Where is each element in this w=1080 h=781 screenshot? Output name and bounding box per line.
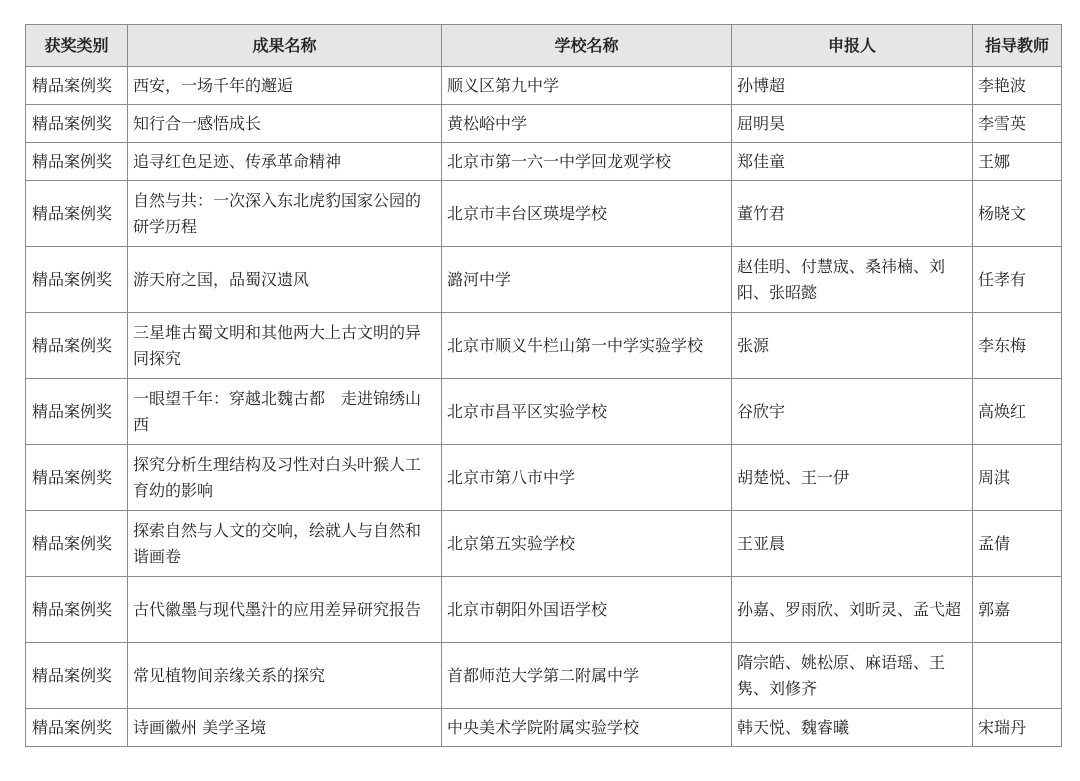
cell-school: 黄松峪中学 bbox=[442, 105, 732, 143]
cell-school: 北京市丰台区瑛堤学校 bbox=[442, 181, 732, 247]
cell-category: 精品案例奖 bbox=[26, 313, 128, 379]
header-category: 获奖类别 bbox=[26, 25, 128, 67]
cell-school: 北京第五实验学校 bbox=[442, 511, 732, 577]
header-school: 学校名称 bbox=[442, 25, 732, 67]
table-row bbox=[26, 105, 1062, 143]
cell-category: 精品案例奖 bbox=[26, 511, 128, 577]
cell-applicants: 张源 bbox=[732, 313, 973, 379]
header-teacher: 指导教师 bbox=[973, 25, 1062, 67]
cell-title: 自然与共：一次深入东北虎豹国家公园的研学历程 bbox=[128, 181, 442, 247]
cell-school: 北京市顺义牛栏山第一中学实验学校 bbox=[442, 313, 732, 379]
cell-category: 精品案例奖 bbox=[26, 67, 128, 105]
cell-applicants: 赵佳明、付慧宬、桑祎楠、刘阳、张昭懿 bbox=[732, 247, 973, 313]
cell-teacher: 任孝有 bbox=[973, 247, 1062, 313]
table-row bbox=[26, 247, 1062, 313]
table-row bbox=[26, 709, 1062, 747]
cell-title: 探究分析生理结构及习性对白头叶猴人工育幼的影响 bbox=[128, 445, 442, 511]
cell-category: 精品案例奖 bbox=[26, 577, 128, 643]
table-row bbox=[26, 379, 1062, 445]
table-row bbox=[26, 313, 1062, 379]
cell-title: 常见植物间亲缘关系的探究 bbox=[128, 643, 442, 709]
cell-school: 首都师范大学第二附属中学 bbox=[442, 643, 732, 709]
cell-category: 精品案例奖 bbox=[26, 643, 128, 709]
cell-applicants: 屈明昊 bbox=[732, 105, 973, 143]
cell-school: 北京市第八市中学 bbox=[442, 445, 732, 511]
cell-teacher: 李雪英 bbox=[973, 105, 1062, 143]
table-row bbox=[26, 67, 1062, 105]
table-row bbox=[26, 181, 1062, 247]
cell-applicants: 韩天悦、魏睿曦 bbox=[732, 709, 973, 747]
table-row bbox=[26, 511, 1062, 577]
cell-applicants: 胡楚悦、王一伊 bbox=[732, 445, 973, 511]
cell-applicants: 王亚晨 bbox=[732, 511, 973, 577]
table-row bbox=[26, 577, 1062, 643]
cell-teacher: 周淇 bbox=[973, 445, 1062, 511]
cell-school: 潞河中学 bbox=[442, 247, 732, 313]
cell-teacher: 李艳波 bbox=[973, 67, 1062, 105]
cell-teacher: 李东梅 bbox=[973, 313, 1062, 379]
table-row bbox=[26, 143, 1062, 181]
cell-applicants: 谷欣宇 bbox=[732, 379, 973, 445]
cell-applicants: 董竹君 bbox=[732, 181, 973, 247]
cell-category: 精品案例奖 bbox=[26, 445, 128, 511]
header-row bbox=[26, 25, 1062, 67]
cell-category: 精品案例奖 bbox=[26, 709, 128, 747]
cell-category: 精品案例奖 bbox=[26, 379, 128, 445]
cell-school: 顺义区第九中学 bbox=[442, 67, 732, 105]
cell-applicants: 郑佳童 bbox=[732, 143, 973, 181]
table-row bbox=[26, 643, 1062, 709]
cell-title: 知行合一感悟成长 bbox=[128, 105, 442, 143]
cell-teacher bbox=[973, 643, 1062, 709]
awards-table bbox=[25, 24, 1062, 747]
cell-school: 北京市朝阳外国语学校 bbox=[442, 577, 732, 643]
cell-category: 精品案例奖 bbox=[26, 181, 128, 247]
header-applicants: 申报人 bbox=[732, 25, 973, 67]
cell-applicants: 隋宗皓、姚松原、麻语瑶、王隽、刘修齐 bbox=[732, 643, 973, 709]
cell-teacher: 高焕红 bbox=[973, 379, 1062, 445]
cell-title: 古代徽墨与现代墨汁的应用差异研究报告 bbox=[128, 577, 442, 643]
cell-teacher: 王娜 bbox=[973, 143, 1062, 181]
cell-title: 三星堆古蜀文明和其他两大上古文明的异同探究 bbox=[128, 313, 442, 379]
cell-category: 精品案例奖 bbox=[26, 247, 128, 313]
cell-category: 精品案例奖 bbox=[26, 143, 128, 181]
cell-school: 北京市昌平区实验学校 bbox=[442, 379, 732, 445]
table-row bbox=[26, 445, 1062, 511]
cell-title: 探索自然与人文的交响，绘就人与自然和谐画卷 bbox=[128, 511, 442, 577]
cell-title: 诗画徽州 美学圣境 bbox=[128, 709, 442, 747]
cell-teacher: 杨晓文 bbox=[973, 181, 1062, 247]
cell-category: 精品案例奖 bbox=[26, 105, 128, 143]
cell-teacher: 郭嘉 bbox=[973, 577, 1062, 643]
cell-title: 一眼望千年：穿越北魏古都 走进锦绣山西 bbox=[128, 379, 442, 445]
cell-applicants: 孙博超 bbox=[732, 67, 973, 105]
header-title: 成果名称 bbox=[128, 25, 442, 67]
cell-teacher: 孟倩 bbox=[973, 511, 1062, 577]
cell-title: 游天府之国，品蜀汉遗风 bbox=[128, 247, 442, 313]
cell-school: 中央美术学院附属实验学校 bbox=[442, 709, 732, 747]
cell-title: 西安，一场千年的邂逅 bbox=[128, 67, 442, 105]
cell-title: 追寻红色足迹、传承革命精神 bbox=[128, 143, 442, 181]
cell-school: 北京市第一六一中学回龙观学校 bbox=[442, 143, 732, 181]
cell-teacher: 宋瑞丹 bbox=[973, 709, 1062, 747]
cell-applicants: 孙嘉、罗雨欣、刘昕灵、孟弋超 bbox=[732, 577, 973, 643]
